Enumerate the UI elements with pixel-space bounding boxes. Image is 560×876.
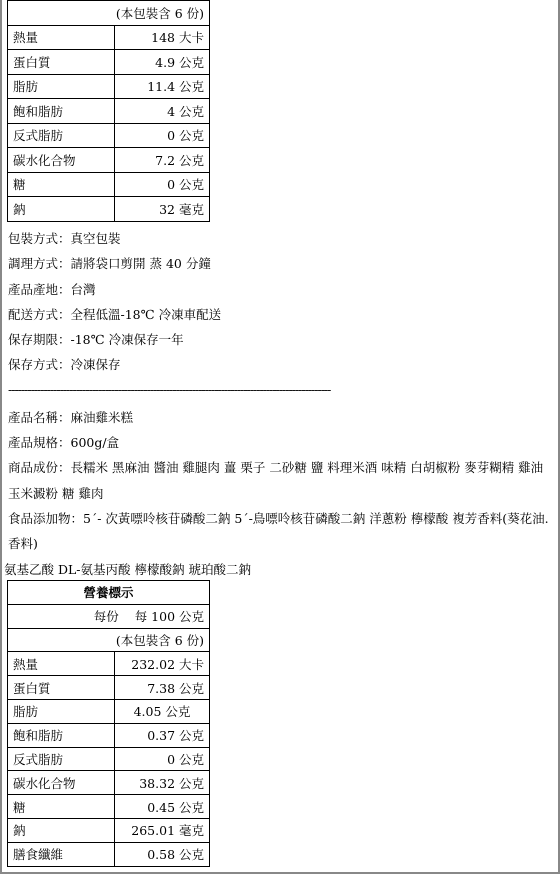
table-row	[8, 25, 210, 50]
nutrition-facts-table	[7, 580, 210, 867]
nutrient-name: 糖	[8, 795, 115, 819]
nutrient-value: 32 毫克	[115, 197, 210, 222]
nutrient-name: 碳水化合物	[8, 771, 115, 795]
nutrient-name: 蛋白質	[8, 50, 115, 75]
nutrient-value: 38.32 公克	[115, 771, 210, 795]
nutrient-name: 飽和脂肪	[8, 723, 115, 747]
additives: 食品添加物：5ˊ- 次黃嘌呤核苷磷酸二鈉 5ˊ-鳥嘌呤核苷磷酸二鈉 洋蔥粉 檸檬酸 複芳香料(葵花油.香料)	[8, 510, 549, 552]
serving-basis	[8, 604, 210, 628]
per-serving-label: 每份	[93, 609, 119, 625]
nutrient-value: 0.58 公克	[115, 842, 210, 866]
table-row	[8, 74, 210, 99]
nutrient-value: 265.01 毫克	[115, 818, 210, 842]
info-section	[4, 226, 550, 582]
nutrient-value: 0.45 公克	[115, 795, 210, 819]
shelf-life-line: 保存期限：-18℃ 冷凍保存一年	[8, 332, 184, 348]
divider: ----------------------------------------------------------------------------------------------------	[8, 381, 331, 397]
nutrient-value: 4.9 公克	[115, 50, 210, 75]
table-row	[8, 747, 210, 771]
additives-continued: 氨基乙酸 DL-氨基丙酸 檸檬酸鈉 琥珀酸二鈉	[4, 561, 251, 577]
servings-note: (本包裝含 6 份)	[8, 628, 210, 652]
nutrient-name: 熱量	[8, 652, 115, 676]
cooking-line: 調理方式：請將袋口剪開 蒸 40 分鐘	[8, 256, 211, 272]
table-row	[8, 795, 210, 819]
nutrition-title: 營養標示	[8, 581, 210, 605]
table-title-row	[8, 581, 210, 605]
table-row	[8, 771, 210, 795]
product-spec: 產品規格：600g/盒	[8, 435, 120, 451]
nutrient-name: 脂肪	[8, 74, 115, 99]
nutrient-name: 熱量	[8, 25, 115, 50]
table-row	[8, 842, 210, 866]
nutrient-name: 鈉	[8, 197, 115, 222]
nutrient-value: 7.38 公克	[115, 676, 210, 700]
storage-line: 保存方式：冷凍保存	[8, 357, 121, 373]
nutrient-value: 7.2 公克	[115, 148, 210, 173]
origin-line: 產品產地：台灣	[8, 281, 96, 297]
nutrient-value: 0.37 公克	[115, 723, 210, 747]
table-row	[8, 172, 210, 197]
nutrient-name: 膳食纖維	[8, 842, 115, 866]
ingredients: 商品成份：長糯米 黑麻油 醬油 雞腿肉 薑 栗子 二砂糖 鹽 料理米酒 味精 白胡椒粉 麥芽糊精 雞油玉米澱粉 糖 雞肉	[8, 460, 544, 501]
table-row	[8, 723, 210, 747]
table-row	[8, 699, 210, 723]
delivery-line: 配送方式：全程低溫-18℃ 冷凍車配送	[8, 306, 222, 322]
nutrition-table-top	[7, 0, 210, 222]
nutrient-value: 232.02 大卡	[115, 652, 210, 676]
table-row	[8, 50, 210, 75]
nutrient-value: 11.4 公克	[115, 74, 210, 99]
table-row	[8, 123, 210, 148]
nutrient-name: 碳水化合物	[8, 148, 115, 173]
nutrient-value: 0 公克	[115, 747, 210, 771]
table-row	[8, 99, 210, 124]
table-header-row	[8, 1, 210, 26]
nutrient-value: 148 大卡	[115, 25, 210, 50]
table-row	[8, 148, 210, 173]
nutrient-name: 反式脂肪	[8, 747, 115, 771]
nutrient-value: 0 公克	[115, 172, 210, 197]
table-header-row	[8, 628, 210, 652]
per-100g-label: 每 100 公克	[134, 609, 204, 625]
nutrient-name: 鈉	[8, 818, 115, 842]
table-row	[8, 818, 210, 842]
nutrient-value: 0 公克	[115, 123, 210, 148]
servings-note: (本包裝含 6 份)	[8, 1, 210, 26]
nutrient-name: 糖	[8, 172, 115, 197]
nutrient-name: 飽和脂肪	[8, 99, 115, 124]
table-row	[8, 676, 210, 700]
nutrient-name: 蛋白質	[8, 676, 115, 700]
table-row	[8, 197, 210, 222]
table-row	[8, 652, 210, 676]
table-subheader-row	[8, 604, 210, 628]
nutrient-name: 反式脂肪	[8, 123, 115, 148]
nutrient-name: 脂肪	[8, 699, 115, 723]
packaging-line: 包裝方式：真空包裝	[8, 231, 121, 246]
product-name: 產品名稱：麻油雞米糕	[8, 409, 134, 425]
nutrient-value: 4.05 公克	[115, 699, 210, 723]
nutrient-value: 4 公克	[115, 99, 210, 124]
